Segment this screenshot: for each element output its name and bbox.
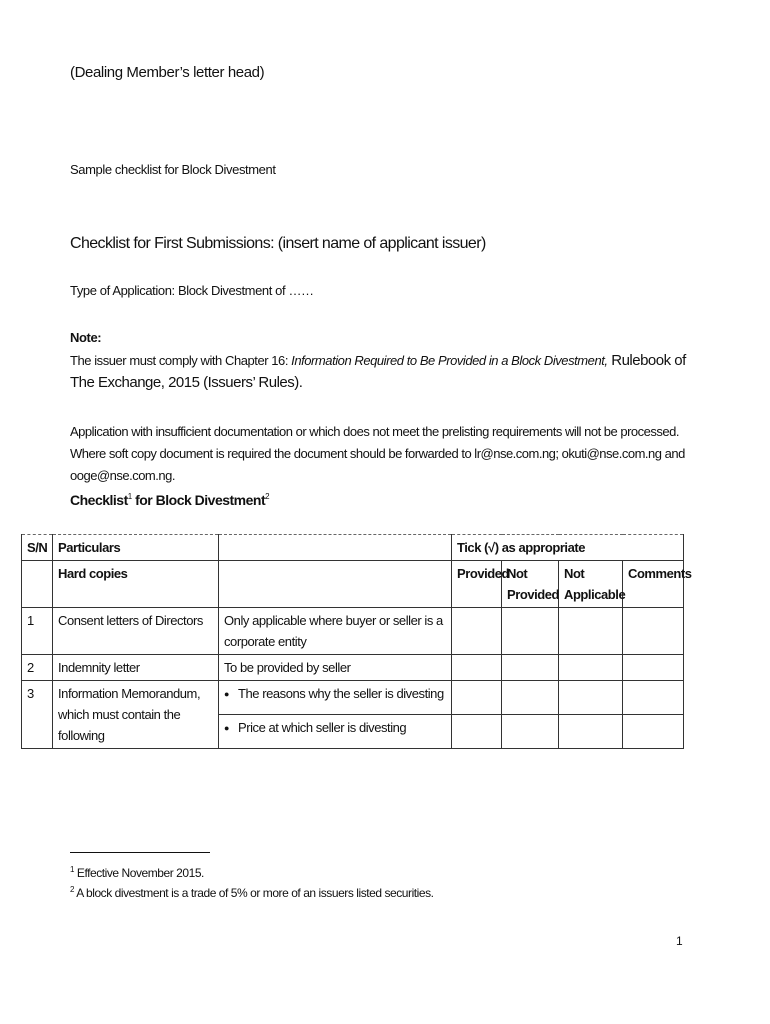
header-not-applicable: Not Applicable xyxy=(559,561,623,608)
footnote-mark: 2 xyxy=(70,885,74,894)
letterhead-placeholder: (Dealing Member’s letter head) xyxy=(70,64,265,81)
subheader-blank-sn xyxy=(22,561,53,608)
table-title-text-b: for Block Divestment xyxy=(131,492,266,508)
note-italic-text: Information Required to Be Provided in a Block Divestment, xyxy=(291,353,608,368)
row-sn: 2 xyxy=(22,655,53,681)
note-text-prefix: The issuer must comply with Chapter 16: xyxy=(70,353,292,368)
header-blank xyxy=(219,535,452,561)
bullet-icon: ● xyxy=(224,723,229,733)
footnote-text: A block divestment is a trade of 5% or more of an issuers listed securities. xyxy=(76,886,434,900)
table-title-text-a: Checklist xyxy=(70,492,128,508)
not-provided-cell[interactable] xyxy=(502,608,559,655)
footnote-2 xyxy=(70,885,434,900)
row-particular: Consent letters of Directors xyxy=(53,608,219,655)
subheader-hard-copies: Hard copies xyxy=(53,561,219,608)
provided-cell[interactable] xyxy=(452,608,502,655)
note-label: Note: xyxy=(70,330,102,345)
subheader-blank xyxy=(219,561,452,608)
table-row xyxy=(22,655,684,681)
page-number: 1 xyxy=(676,934,683,948)
not-applicable-cell[interactable] xyxy=(559,608,623,655)
row-particular: Indemnity letter xyxy=(53,655,219,681)
bullet-text: The reasons why the seller is divesting xyxy=(238,686,444,701)
footnote-separator xyxy=(70,852,210,853)
header-tick: Tick (√) as appropriate xyxy=(452,535,684,561)
provided-cell[interactable] xyxy=(452,655,502,681)
note-body xyxy=(70,350,710,394)
footnote-mark: 1 xyxy=(70,865,74,874)
not-provided-cell[interactable] xyxy=(502,715,559,749)
not-applicable-cell[interactable] xyxy=(559,681,623,715)
row-sn: 3 xyxy=(22,681,53,749)
sample-title: Sample checklist for Block Divestment xyxy=(70,162,276,177)
comments-cell[interactable] xyxy=(623,655,684,681)
provided-cell[interactable] xyxy=(452,681,502,715)
table-header-row xyxy=(22,535,684,561)
comments-cell[interactable] xyxy=(623,681,684,715)
row-sn: 1 xyxy=(22,608,53,655)
footnote-text: Effective November 2015. xyxy=(76,866,204,880)
not-applicable-cell[interactable] xyxy=(559,655,623,681)
row-bullet xyxy=(219,681,452,715)
insufficient-documentation-note: Application with insufficient documentation or which does not meet the prelisting requirements will not be processed. Where soft copy document is required the document should be forwarded to lr@nse.com.ng; okuti@nse.com.ng and ooge@nse.com.ng. xyxy=(70,424,685,483)
header-not-provided: Not Provided xyxy=(502,561,559,608)
bullet-icon: ● xyxy=(224,689,229,699)
table-row xyxy=(22,681,684,715)
provided-cell[interactable] xyxy=(452,715,502,749)
footnote-ref-1: 1 xyxy=(127,492,132,501)
header-sn: S/N xyxy=(22,535,53,561)
row-requirement: Only applicable where buyer or seller is a corporate entity xyxy=(219,608,452,655)
not-applicable-cell[interactable] xyxy=(559,715,623,749)
footnote-1 xyxy=(70,865,204,880)
header-comments: Comments xyxy=(623,561,684,608)
comments-cell[interactable] xyxy=(623,608,684,655)
comments-cell[interactable] xyxy=(623,715,684,749)
header-provided: Provided xyxy=(452,561,502,608)
checklist-table xyxy=(21,534,692,749)
row-particular: Information Memorandum, which must contain the following xyxy=(53,681,219,749)
table-row xyxy=(22,608,684,655)
type-of-application: Type of Application: Block Divestment of …… xyxy=(70,283,314,298)
row-requirement: To be provided by seller xyxy=(219,655,452,681)
row-bullet xyxy=(219,715,452,749)
bullet-text: Price at which seller is divesting xyxy=(238,720,407,735)
table-subheader-row xyxy=(22,561,684,608)
checklist-heading: Checklist for First Submissions: (insert name of applicant issuer) xyxy=(70,235,486,252)
note-text-suffix: Rulebook of The Exchange, 2015 (Issuers’ Rules). xyxy=(70,352,686,391)
table-title xyxy=(70,492,269,508)
footnote-ref-2: 2 xyxy=(265,492,270,501)
not-provided-cell[interactable] xyxy=(502,681,559,715)
header-particulars: Particulars xyxy=(53,535,219,561)
not-provided-cell[interactable] xyxy=(502,655,559,681)
